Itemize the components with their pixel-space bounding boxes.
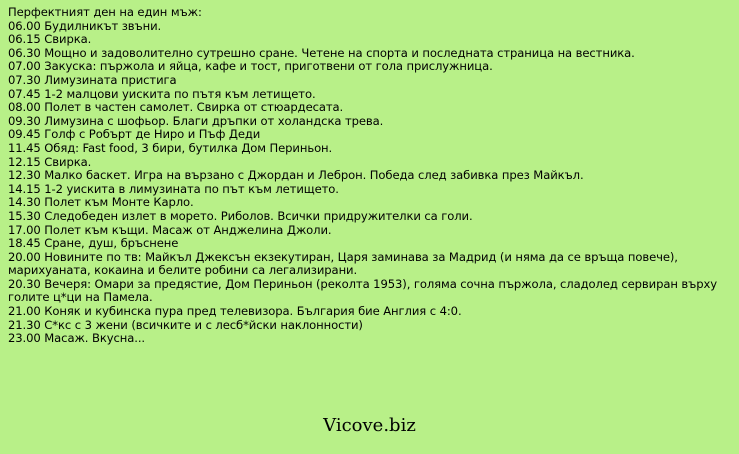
joke-title: Перфектният ден на един мъж: (8, 5, 202, 19)
schedule-line: 11.45 Обяд: Fast food, 3 бири, бутилка Дом Периньон. (8, 140, 333, 155)
schedule-line: 06.00 Будилникът звъни. (8, 18, 162, 33)
schedule-line: 20.00 Новините по тв: Майкъл Джексън екзекутиран, Царя заминава за Мадрид (и няма да се връща повече), марихуаната, кокаина и белите робини са легализирани. (8, 249, 678, 278)
schedule-line: 14.30 Полет към Монте Карло. (8, 195, 194, 210)
schedule-line: 23.00 Масаж. Вкусна... (8, 331, 146, 346)
schedule-line: 07.30 Лимузината пристига (8, 72, 177, 87)
schedule-line: 06.30 Мощно и задоволително сутрешно сране. Четене на спорта и последната страница на вестника. (8, 45, 635, 60)
site-watermark: Vicove.biz (323, 415, 416, 436)
schedule-line: 15.30 Следобеден излет в морето. Риболов. Всички придружителки са голи. (8, 208, 473, 223)
schedule-line: 08.00 Полет в частен самолет. Свирка от стюардесата. (8, 100, 344, 115)
schedule-line: 09.45 Голф с Робърт де Ниро и Пъф Деди (8, 127, 261, 142)
schedule-line: 21.30 С*кс с 3 жени (всичките и с лесб*йски наклонности) (8, 317, 363, 332)
schedule-line: 07.45 1-2 малцови уискита по пътя към летището. (8, 86, 316, 101)
schedule-line: 09.30 Лимузина с шофьор. Благи дръпки от холандска трева. (8, 113, 384, 128)
schedule-line: 06.15 Свирка. (8, 32, 92, 47)
schedule-line: 20.30 Вечеря: Омари за предястие, Дом Периньон (реколта 1953), голяма сочна пържола, сладолед сервиран върху голите ц*ци на Памела. (8, 276, 718, 305)
schedule-line: 21.00 Коняк и кубинска пура пред телевизора. България бие Англия с 4:0. (8, 304, 462, 319)
schedule-line: 17.00 Полет към къщи. Масаж от Анджелина Джоли. (8, 222, 332, 237)
schedule-line: 12.15 Свирка. (8, 154, 92, 169)
schedule-line: 14.15 1-2 уискита в лимузината по път към летището. (8, 181, 339, 196)
schedule-line: 18.45 Сране, душ, бръснене (8, 236, 179, 251)
joke-text-block (8, 6, 732, 346)
schedule-line: 07.00 Закуска: пържола и яйца, кафе и тост, приготвени от гола прислужница. (8, 59, 493, 74)
schedule-line: 12.30 Малко баскет. Игра на вързано с Джордан и Леброн. Победа след забивка през Майкъл. (8, 168, 584, 183)
